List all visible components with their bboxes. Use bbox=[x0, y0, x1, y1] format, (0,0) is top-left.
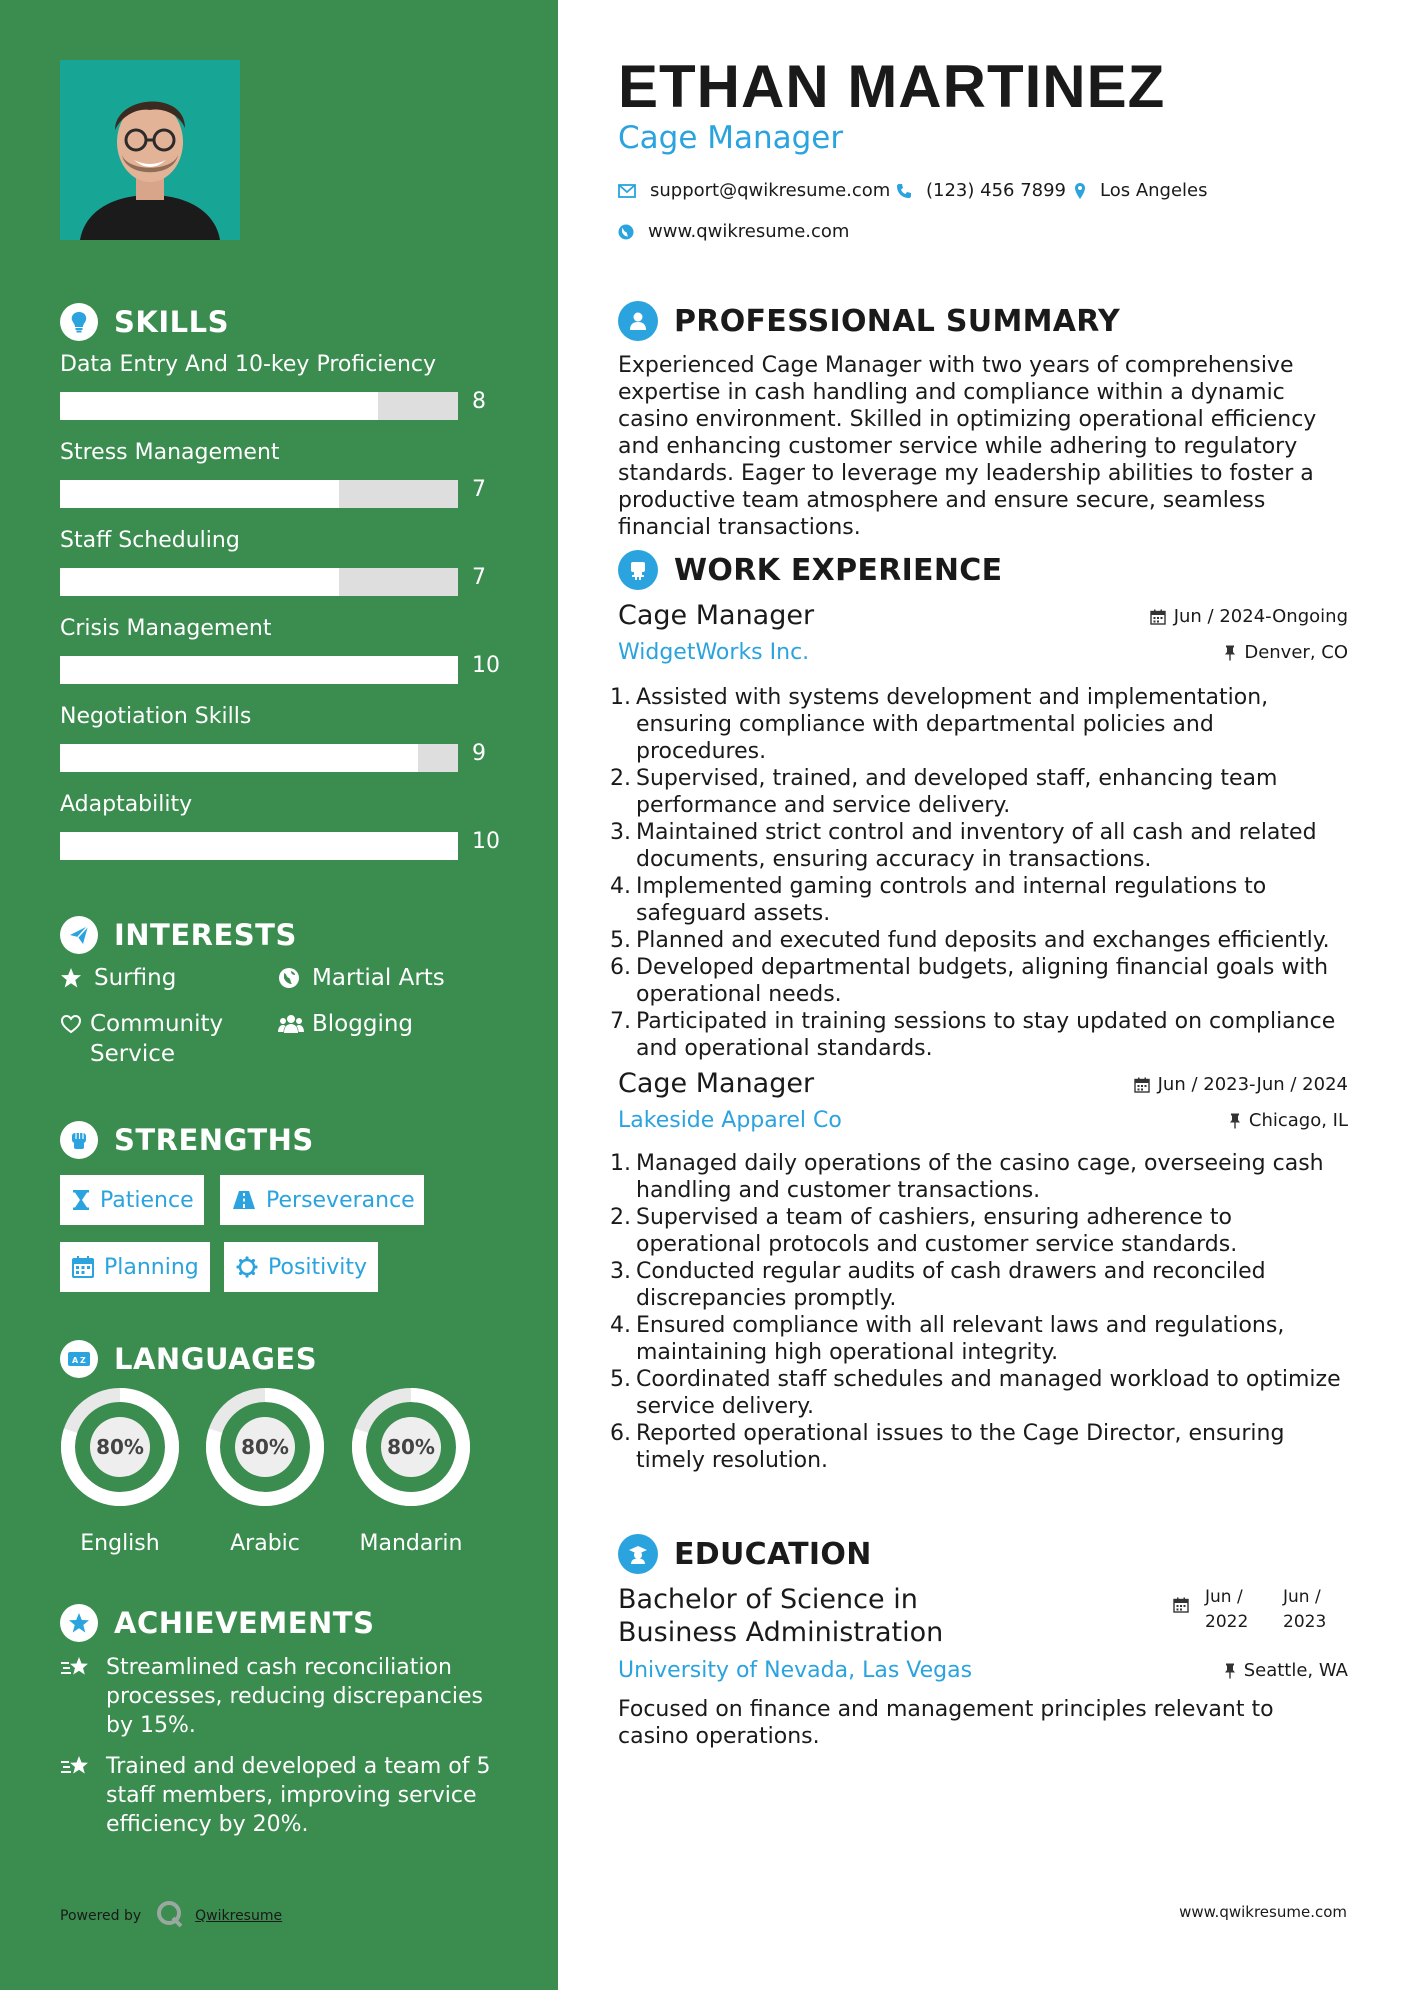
education-location: Seattle, WA bbox=[1224, 1660, 1348, 1681]
education-heading: EDUCATION bbox=[618, 1533, 872, 1575]
candidate-name: ETHAN MARTINEZ bbox=[618, 53, 1166, 120]
job-location: Denver, CO bbox=[1224, 642, 1348, 663]
list-item: 7. Participated in training sessions to stay updated on compliance and operational standards. bbox=[610, 1009, 1336, 1061]
education-description: Focused on finance and management principles relevant to casino operations. bbox=[618, 1697, 1274, 1749]
lightbulb-icon bbox=[60, 303, 98, 341]
svg-text:Z: Z bbox=[80, 1356, 86, 1365]
company-name: WidgetWorks Inc. bbox=[618, 640, 810, 665]
qwikresume-logo-icon bbox=[155, 1900, 185, 1932]
qwikresume-link[interactable]: Qwikresume bbox=[195, 1908, 283, 1924]
language-percent: 80% bbox=[387, 1435, 435, 1459]
skill-bar bbox=[60, 744, 458, 772]
skill-bar bbox=[60, 480, 458, 508]
skill-bar bbox=[60, 568, 458, 596]
phone-contact[interactable]: (123) 456 7899 bbox=[896, 180, 1066, 201]
heart-icon bbox=[60, 1009, 82, 1039]
svg-text:A: A bbox=[72, 1356, 79, 1365]
skill-item: Stress Management 7 bbox=[60, 438, 500, 514]
languages-heading: A Z LANGUAGES bbox=[60, 1339, 317, 1379]
job-responsibilities bbox=[610, 684, 1348, 1062]
calendar-icon bbox=[1173, 1597, 1189, 1613]
sun-icon bbox=[236, 1256, 258, 1278]
language-ring bbox=[58, 1385, 182, 1509]
achievements-heading: ACHIEVEMENTS bbox=[60, 1603, 374, 1643]
list-item: 3. Conducted regular audits of cash drawers and reconciled discrepancies promptly. bbox=[610, 1259, 1266, 1311]
language-percent: 80% bbox=[96, 1435, 144, 1459]
strength-tag: Patience bbox=[60, 1175, 204, 1225]
interest-item: Martial Arts bbox=[278, 963, 445, 993]
user-icon bbox=[618, 301, 658, 341]
skills-heading: SKILLS bbox=[60, 302, 229, 342]
language-icon bbox=[60, 1340, 98, 1378]
achievement-item: Trained and developed a team of 5 staff members, improving service efficiency by 20%. bbox=[60, 1752, 510, 1839]
email-contact[interactable]: support@qwikresume.com bbox=[618, 180, 890, 201]
list-item: 5. Planned and executed fund deposits and exchanges efficiently. bbox=[610, 928, 1330, 953]
degree-title: Bachelor of Science in Business Administration bbox=[618, 1584, 944, 1648]
skill-item: Crisis Management 10 bbox=[60, 614, 500, 690]
hourglass-icon bbox=[72, 1189, 90, 1211]
pushpin-icon bbox=[1224, 645, 1236, 661]
list-item: 3. Maintained strict control and inventory of all cash and related documents, ensuring accuracy in transactions. bbox=[610, 820, 1317, 872]
skill-bar bbox=[60, 656, 458, 684]
strength-tag: Perseverance bbox=[220, 1175, 424, 1225]
fist-icon bbox=[60, 1121, 98, 1159]
language-item: 80% Arabic bbox=[200, 1385, 330, 1556]
shooting-star-icon bbox=[60, 1754, 92, 1788]
strengths-heading: STRENGTHS bbox=[60, 1120, 314, 1160]
skill-item: Data Entry And 10-key Proficiency 8 bbox=[60, 350, 500, 426]
strength-tag: Positivity bbox=[224, 1242, 378, 1292]
job-position: Cage Manager bbox=[618, 1068, 815, 1099]
calendar-icon bbox=[72, 1256, 94, 1278]
shooting-star-icon bbox=[60, 1655, 92, 1689]
company-name: Lakeside Apparel Co bbox=[618, 1108, 842, 1133]
education-dates bbox=[1173, 1585, 1353, 1635]
graduate-icon bbox=[618, 1534, 658, 1574]
paper-plane-icon bbox=[60, 916, 98, 954]
skill-bar bbox=[60, 832, 458, 860]
summary-text: Experienced Cage Manager with two years of comprehensive expertise in cash handling and compliance within a dynamic casino environment. Skilled in optimizing operational efficiency and enhancing customer service while adhering to regulatory standards. Eager to leverage my leadership abilities to foster a productive team atmosphere and ensure secure, seamless financial transactions. bbox=[618, 353, 1317, 540]
list-item: 4. Implemented gaming controls and internal regulations to safeguard assets. bbox=[610, 874, 1267, 926]
interest-item: Surfing bbox=[60, 963, 176, 993]
skill-bar bbox=[60, 392, 458, 420]
list-item: 6. Developed departmental budgets, aligning financial goals with operational needs. bbox=[610, 955, 1329, 1007]
list-item: 1. Assisted with systems development and implementation, ensuring compliance with departmental policies and procedures. bbox=[610, 685, 1269, 764]
globe-icon bbox=[618, 224, 634, 240]
job-location: Chicago, IL bbox=[1229, 1110, 1348, 1131]
skill-item: Staff Scheduling 7 bbox=[60, 526, 500, 602]
pushpin-icon bbox=[1224, 1663, 1236, 1679]
experience-heading: WORK EXPERIENCE bbox=[618, 549, 1002, 591]
star-badge-icon bbox=[60, 1604, 98, 1642]
sidebar bbox=[0, 0, 558, 1990]
job-title: Cage Manager bbox=[618, 120, 844, 156]
list-item: 1. Managed daily operations of the casino cage, overseeing cash handling and customer transactions. bbox=[610, 1151, 1324, 1203]
interest-item: Community Service bbox=[60, 1009, 250, 1069]
job-dates: Jun / 2024-Ongoing bbox=[1150, 606, 1348, 627]
road-icon bbox=[232, 1190, 256, 1210]
powered-by: Powered by Qwikresume bbox=[60, 1900, 282, 1932]
education-end: Jun / 2023 bbox=[1283, 1587, 1327, 1632]
pushpin-icon bbox=[1229, 1113, 1241, 1129]
main-content bbox=[558, 0, 1407, 1990]
interests-heading: INTERESTS bbox=[60, 915, 297, 955]
language-ring bbox=[203, 1385, 327, 1509]
location-contact: Los Angeles bbox=[1074, 180, 1208, 201]
job-position: Cage Manager bbox=[618, 600, 815, 631]
school-name: University of Nevada, Las Vegas bbox=[618, 1658, 973, 1683]
profile-photo bbox=[60, 60, 240, 240]
envelope-icon bbox=[618, 184, 636, 198]
website-contact[interactable]: www.qwikresume.com bbox=[618, 221, 849, 242]
footer-url[interactable]: www.qwikresume.com bbox=[1179, 1903, 1347, 1921]
briefcase-icon bbox=[618, 550, 658, 590]
star-icon bbox=[60, 963, 86, 993]
language-item: 80% Mandarin bbox=[346, 1385, 476, 1556]
calendar-icon bbox=[1150, 609, 1166, 625]
list-item: 6. Reported operational issues to the Cage Director, ensuring timely resolution. bbox=[610, 1421, 1285, 1473]
globe-icon bbox=[278, 963, 304, 993]
skill-item: Adaptability 10 bbox=[60, 790, 500, 866]
job-responsibilities bbox=[610, 1150, 1348, 1474]
list-item: 5. Coordinated staff schedules and managed workload to optimize service delivery. bbox=[610, 1367, 1341, 1419]
calendar-icon bbox=[1134, 1077, 1150, 1093]
summary-heading: PROFESSIONAL SUMMARY bbox=[618, 300, 1120, 342]
list-item: 2. Supervised, trained, and developed staff, enhancing team performance and service delivery. bbox=[610, 766, 1278, 818]
phone-icon bbox=[896, 183, 912, 199]
language-ring bbox=[349, 1385, 473, 1509]
map-pin-icon bbox=[1074, 182, 1086, 200]
job-dates: Jun / 2023-Jun / 2024 bbox=[1134, 1074, 1348, 1095]
skill-item: Negotiation Skills 9 bbox=[60, 702, 500, 778]
education-start: Jun / 2022 bbox=[1205, 1587, 1249, 1632]
language-item: 80% English bbox=[55, 1385, 185, 1556]
list-item: 2. Supervised a team of cashiers, ensuring adherence to operational protocols and customer service standards. bbox=[610, 1205, 1238, 1257]
strength-tag: Planning bbox=[60, 1242, 210, 1292]
achievement-item: Streamlined cash reconciliation processes, reducing discrepancies by 15%. bbox=[60, 1653, 510, 1740]
interest-item: Blogging bbox=[278, 1009, 413, 1039]
list-item: 4. Ensured compliance with all relevant laws and regulations, maintaining high operational integrity. bbox=[610, 1313, 1285, 1365]
users-icon bbox=[278, 1009, 304, 1039]
language-percent: 80% bbox=[241, 1435, 289, 1459]
